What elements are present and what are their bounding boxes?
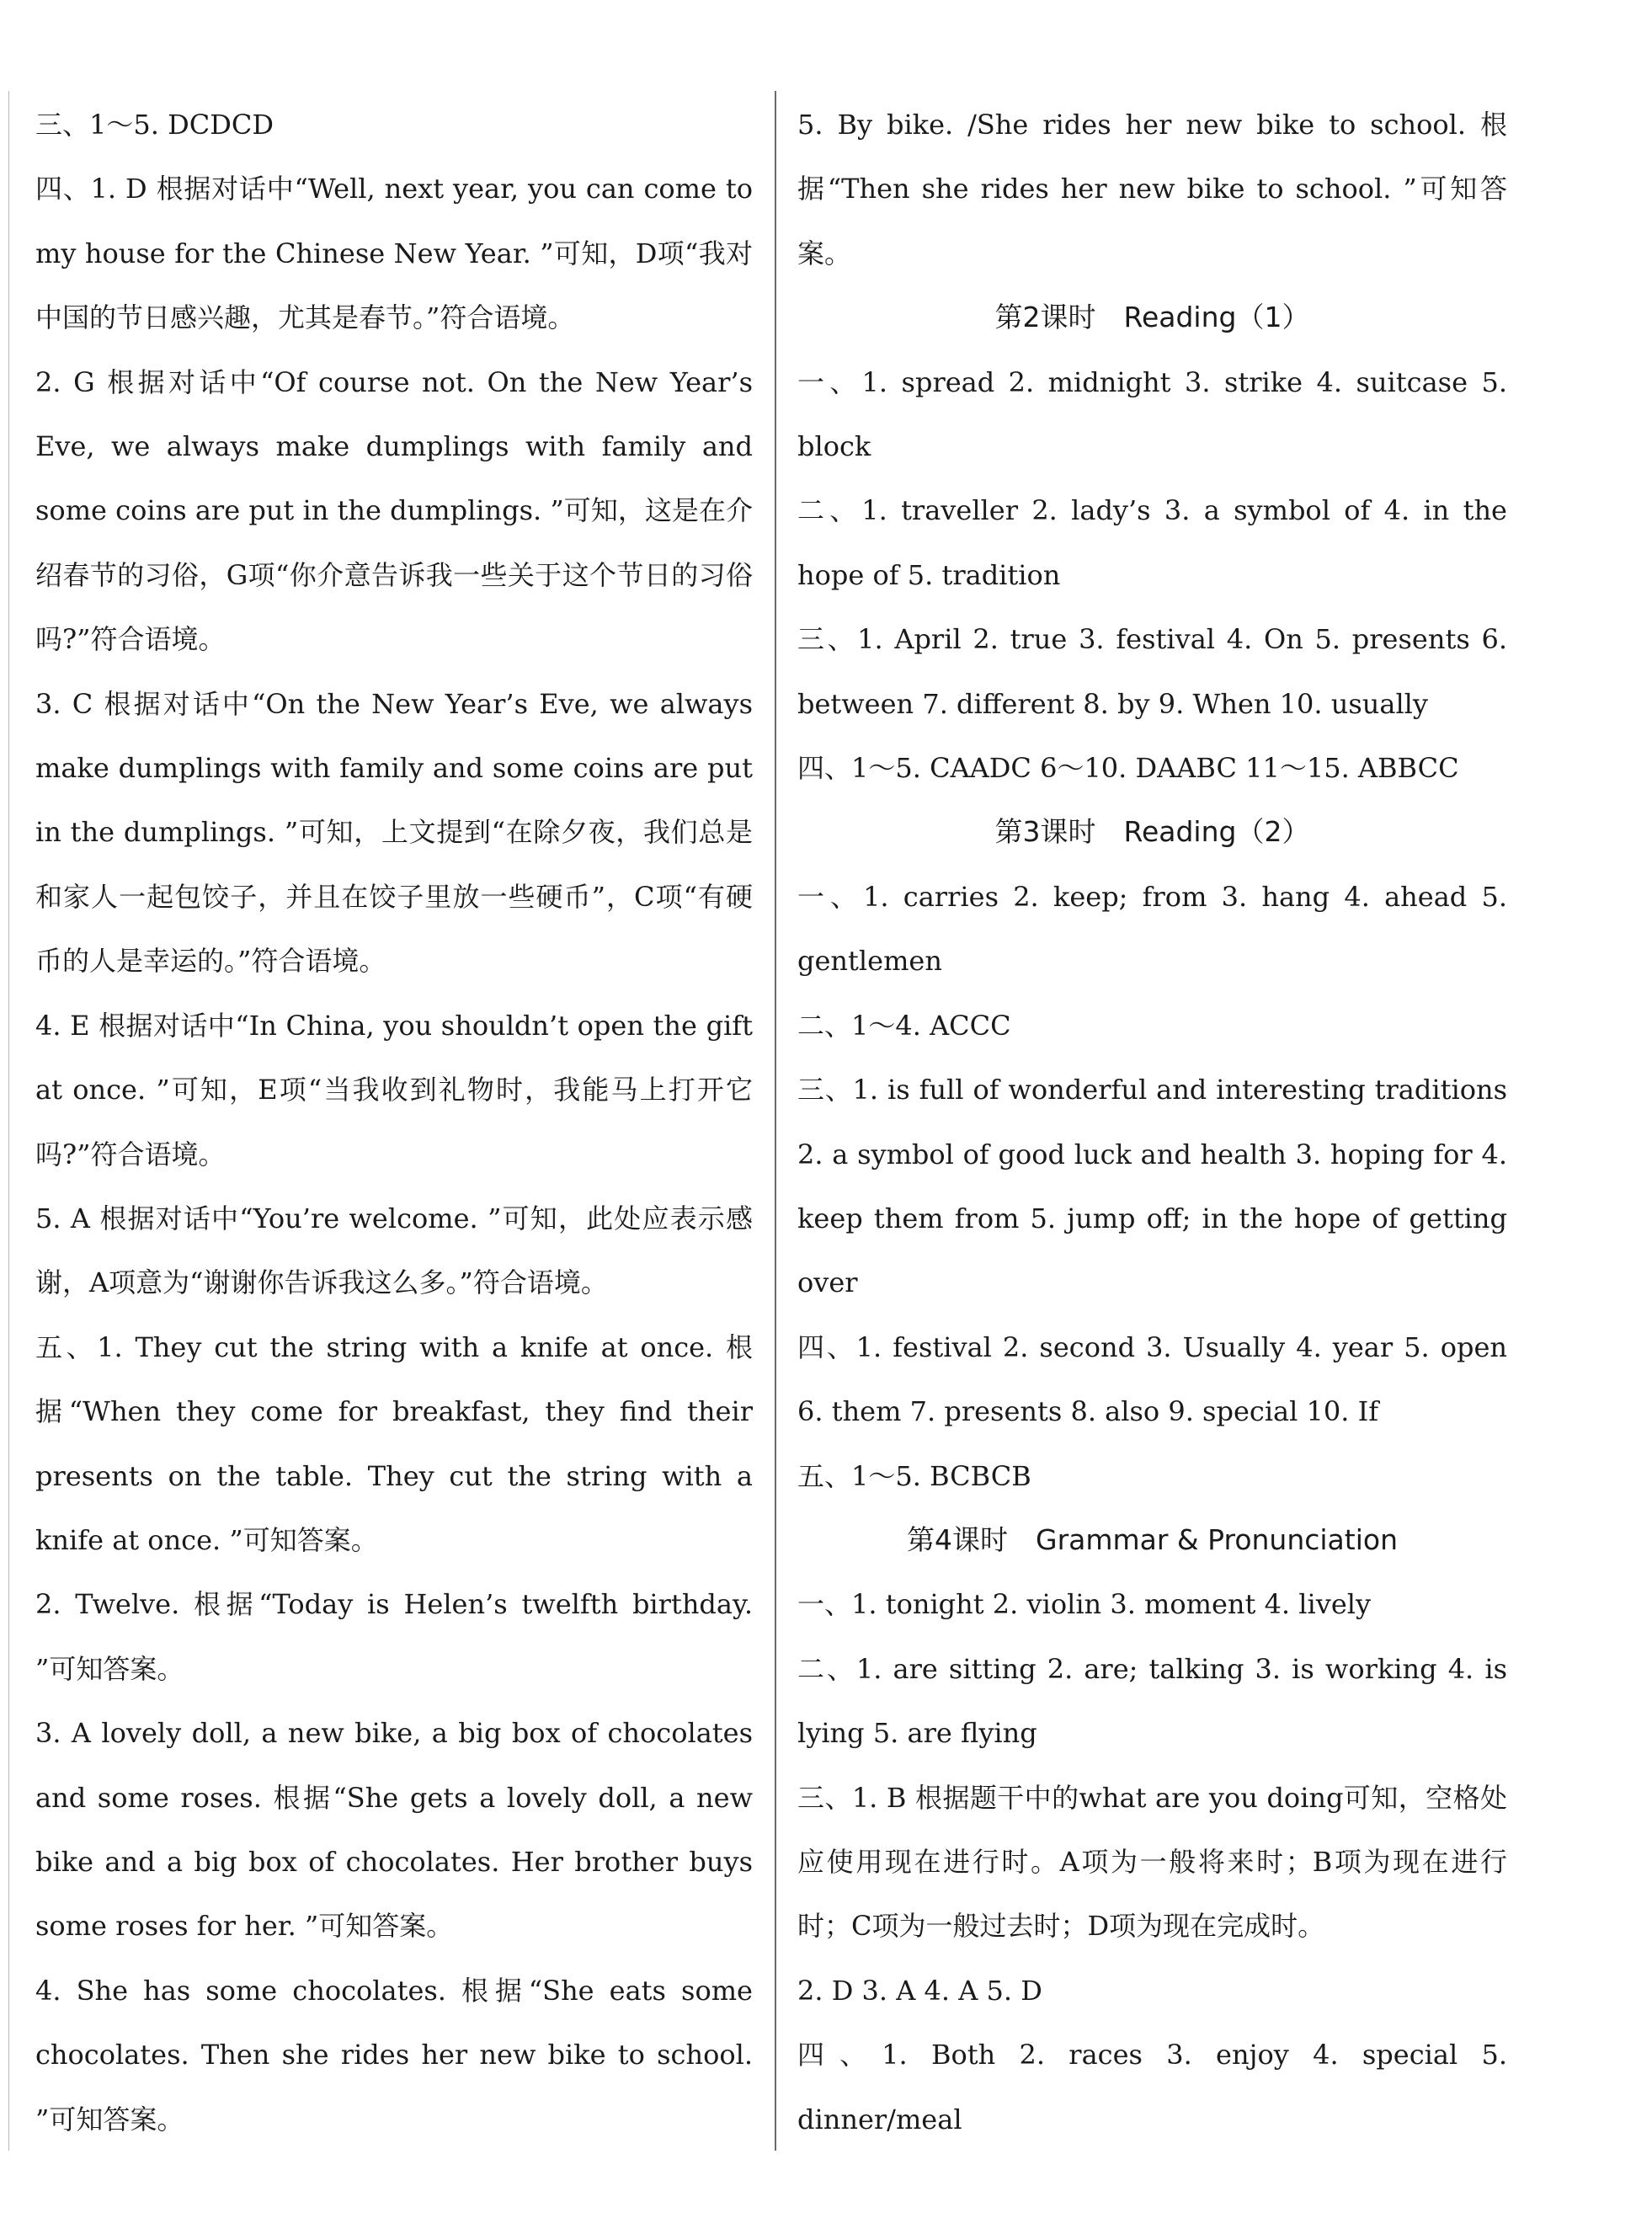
answer-block: 三、1. is full of wonderful and interesting traditions 2. a symbol of good luck and health 3. hoping for 4. keep them from 5. jump off; in the hope of getting over: [797, 1074, 1507, 1299]
lesson-3-heading: 第3课时 Reading（2）: [994, 815, 1310, 849]
answer-block: 四、1. Both 2. races 3. enjoy 4. special 5. dinner/meal: [797, 2039, 1507, 2135]
answer-block: 一、1. carries 2. keep; from 3. hang 4. ahead 5. gentlemen: [797, 880, 1507, 978]
answer-block: 二、1. traveller 2. lady’s 3. a symbol of 4. in the hope of 5. tradition: [797, 494, 1507, 591]
answer-block: 4. E 根据对话中“In China, you shouldn’t open the gift at once. ”可知，E项“当我收到礼物时，我能马上打开它吗?”符合语境。: [35, 1009, 753, 1170]
answer-block: 四、1. festival 2. second 3. Usually 4. year 5. open 6. them 7. presents 8. also 9. special 10. If: [797, 1330, 1507, 1428]
left-column: [35, 93, 753, 2151]
answer-block: 三、1. B 根据题干中的what are you doing可知，空格处应使用现在进行时。A项为一般将来时；B项为现在进行时；C项为一般过去时；D项为现在完成时。: [797, 1781, 1507, 1943]
answer-block: 5. A 根据对话中“You’re welcome. ”可知，此处应表示感谢，A项意为“谢谢你告诉我这么多。”符合语境。: [35, 1202, 753, 1299]
answer-block: 一、1. spread 2. midnight 3. strike 4. suitcase 5. block: [797, 365, 1507, 463]
column-divider: [775, 91, 776, 2151]
answer-block: 二、1. are sitting 2. are; talking 3. is working 4. is lying 5. are flying: [797, 1652, 1507, 1750]
lesson-2-heading: 第2课时 Reading（1）: [994, 301, 1310, 334]
right-column: [797, 93, 1507, 2151]
answer-block: 3. C 根据对话中“On the New Year’s Eve, we always make dumplings with family and some coins are put in the dumplings. ”可知，上文提到“在除夕夜，我们总是和家人一起包饺子，并且在饺子里放一些硬币”，C项“有硬币的人是幸运的。”符合语境。: [35, 687, 753, 978]
answer-block: 2. D 3. A 4. A 5. D: [797, 1974, 1042, 2007]
left-margin-line: [8, 91, 9, 2151]
answer-block: 四、1. D 根据对话中“Well, next year, you can come to my house for the Chinese New Year. ”可知，D项“我对中国的节日感兴趣，尤其是春节。”符合语境。: [35, 173, 753, 334]
answer-block: 4. She has some chocolates. 根据“She eats some chocolates. Then she rides her new bike to school. ”可知答案。: [35, 1974, 753, 2135]
answer-block: 三、1. April 2. true 3. festival 4. On 5. presents 6. between 7. different 8. by 9. When 10. usually: [797, 623, 1507, 720]
answer-block: 5. By bike. /She rides her new bike to school. 根据“Then she rides her new bike to school. ”可知答案。: [797, 109, 1507, 269]
answer-block: 五、1～5. BCBCB: [797, 1459, 1031, 1492]
lesson-4-heading: 第4课时 Grammar & Pronunciation: [907, 1522, 1398, 1556]
answer-block: 2. Twelve. 根据“Today is Helen’s twelfth birthday. ”可知答案。: [35, 1588, 753, 1685]
answer-block: 一、1. tonight 2. violin 3. moment 4. lively: [797, 1588, 1372, 1621]
answer-block: 三、1～5. DCDCD: [35, 109, 274, 141]
answer-block: 五、1. They cut the string with a knife at once. 根据“When they come for breakfast, they find their presents on the table. They cut the string with a knife at once. ”可知答案。: [35, 1330, 753, 1556]
answer-block: 3. A lovely doll, a new bike, a big box of chocolates and some roses. 根据“She gets a lovely doll, a new bike and a big box of chocolates. Her brother buys some roses for her. ”可知答案。: [35, 1717, 753, 1943]
answer-block: 四、1～5. CAADC 6～10. DAABC 11～15. ABBCC: [797, 752, 1459, 785]
answer-block: 二、1～4. ACCC: [797, 1009, 1011, 1042]
answer-block: 2. G 根据对话中“Of course not. On the New Year’s Eve, we always make dumplings with family and some coins are put in the dumplings. ”可知，这是在介绍春节的习俗，G项“你介意告诉我一些关于这个节日的习俗吗?”符合语境。: [35, 365, 753, 656]
